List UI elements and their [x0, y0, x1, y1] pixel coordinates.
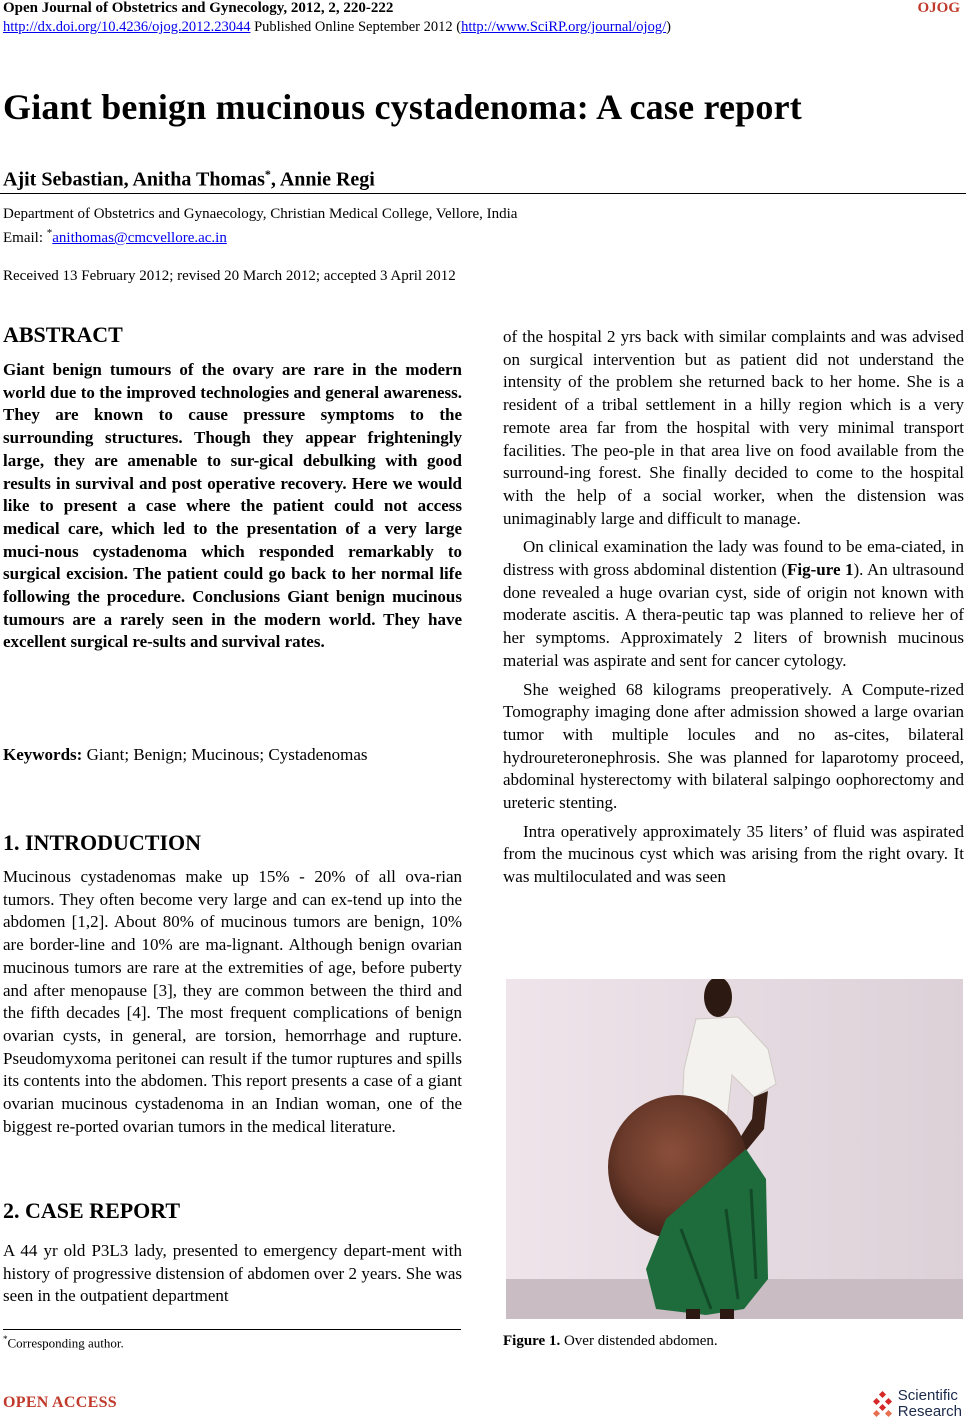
header-links — [3, 19, 671, 36]
case-report-text: A 44 yr old P3L3 lady, presented to emergency depart-ment with history of progressive distension of abdomen over 2 years. She was seen in the outpatient department — [3, 1241, 462, 1306]
introduction-text: Mucinous cystadenomas make up 15% - 20% of all ova-rian tumors. They often become very large and can ex-tend up into the abdomen [1,2]. About 80% of mucinous tumors are benign, 10% are border-line and 10% are ma-lignant. Although benign ovarian mucinous tumors are rare at the extremities of age, before puberty and after menopause [3], they are common between the third and the fifth decades [4]. The most frequent complications of benign ovarian cysts, in general, are torsion, hemorrhage and rupture. Pseudomyxoma peritonei can result if the tumor ruptures and spills its contents into the abdomen. This report presents a case of a giant ovarian mucinous cystadenoma in an Indian woman, one of the biggest re-ported ovarian tumors in the medical literature. — [3, 867, 462, 1136]
title-rule — [0, 193, 966, 194]
doi-link[interactable]: http://dx.doi.org/10.4236/ojog.2012.23044 — [3, 19, 251, 35]
paper-title: Giant benign mucinous cystadenoma: A case report — [3, 87, 802, 127]
abstract-heading: ABSTRACT — [3, 322, 123, 347]
publisher-name — [898, 1388, 962, 1420]
footnote-mark: * — [3, 1334, 8, 1344]
case-report-heading: 2. CASE REPORT — [3, 1198, 181, 1223]
publisher-logo-icon — [870, 1390, 896, 1420]
publisher-line-2: Research — [897, 1403, 962, 1420]
keywords-label: Keywords: — [3, 745, 83, 764]
patient-photo-illustration — [506, 979, 963, 1319]
journal-url-link[interactable]: http://www.SciRP.org/journal/ojog/ — [461, 19, 667, 35]
authors-part-b: , Annie Regi — [270, 168, 375, 191]
keywords-text: Giant; Benign; Mucinous; Cystadenomas — [82, 745, 368, 764]
figure-1-photo — [506, 979, 963, 1319]
journal-line: Open Journal of Obstetrics and Gynecology, 2012, 2, 220-222 — [3, 0, 394, 16]
figure-label: Figure 1. — [503, 1333, 561, 1349]
case-paragraph-4: Intra operatively approximately 35 liters’ of fluid was aspirated from the mucinous cyst which was arising from the right ovary. It was multiloculated and was seen — [503, 821, 964, 887]
email-label: Email: — [3, 230, 47, 246]
case-paragraph-3: She weighed 68 kilograms preoperatively. A Compute-rized Tomography imaging done after admission showed a large ovarian tumor with multiple locules and no as-cites, bilateral hydroureteronephrosis. She was planned for laparotomy proceed, abdominal hysterectomy with bilateral salpingo oophorectomy and ureteric stenting. — [503, 679, 964, 813]
published-text: Published Online September 2012 ( — [250, 19, 462, 35]
open-access-label: OPEN ACCESS — [3, 1394, 117, 1411]
authors-part-a: Ajit Sebastian, Anitha Thomas — [3, 168, 265, 191]
keywords-line — [3, 744, 462, 767]
close-paren: ) — [666, 19, 671, 35]
footnote-rule — [3, 1329, 461, 1330]
case-paragraph-1: of the hospital 2 yrs back with similar complaints and was advised on surgical intervention but as patient did not understand the intensity of the problem she returned back to her home. She is a resident of a tribal settlement in a hilly region which is a very remote area far from the hospital with very minimal transport facilities. The peo-ple in that area live on food available from the surround-ing forest. She finally decided to come to the hospital with the help of a social worker, when the distension was unimaginably large and difficult to manage. — [503, 327, 964, 528]
figure-caption — [503, 1333, 718, 1350]
corresponding-author-note — [3, 1334, 124, 1351]
introduction-heading: 1. INTRODUCTION — [3, 830, 202, 855]
email-line — [3, 227, 227, 247]
publisher-line-1: Scientific — [897, 1387, 958, 1404]
email-link[interactable]: anithomas@cmcvellore.ac.in — [52, 230, 227, 246]
scientific-research-logo — [870, 1388, 962, 1422]
p2-part-a: On clinical examination the lady was found to be ema-ciated, in distress with gross abdominal distention ( — [503, 537, 964, 580]
p2-part-b: ). An ultrasound done revealed a huge ovarian cyst, side of origin not known with moderate ascitis. A thera-peutic tap was planned to relieve her of her symptoms. Approximately 2 liters of brownish mucinous material was aspirate and sent for cancer cytology. — [503, 560, 964, 670]
abstract-text: Giant benign tumours of the ovary are rare in the modern world due to the improved technologies and general awareness. They are known to cause pressure symptoms to the surrounding structures. Though they appear frighteningly large, they are amenable to sur-gical debulking with good results in survival and post operative recovery. Here we would like to present a case where the patient could not access medical care, which led to the presentation of a very large muci-nous cystadenoma which responded remarkably to surgical excision. The patient could go back to her normal life following the procedure. Conclusions Giant benign mucinous tumours are a rarely seen in the modern world. They have excellent surgical re-sults and survival rates. — [3, 360, 462, 652]
journal-abbrev: OJOG — [917, 0, 960, 16]
right-column — [503, 326, 964, 889]
figure-reference: Fig-ure 1 — [787, 560, 854, 580]
affiliation: Department of Obstetrics and Gynaecology, Christian Medical College, Vellore, India — [3, 206, 518, 222]
footnote-text: Corresponding author. — [7, 1335, 124, 1351]
figure-caption-text: Over distended abdomen. — [560, 1333, 718, 1349]
author-mark: * — [264, 167, 271, 181]
received-dates: Received 13 February 2012; revised 20 March 2012; accepted 3 April 2012 — [3, 268, 456, 284]
email-mark: * — [46, 227, 53, 239]
author-list — [3, 167, 375, 192]
case-paragraph-2 — [503, 536, 964, 672]
